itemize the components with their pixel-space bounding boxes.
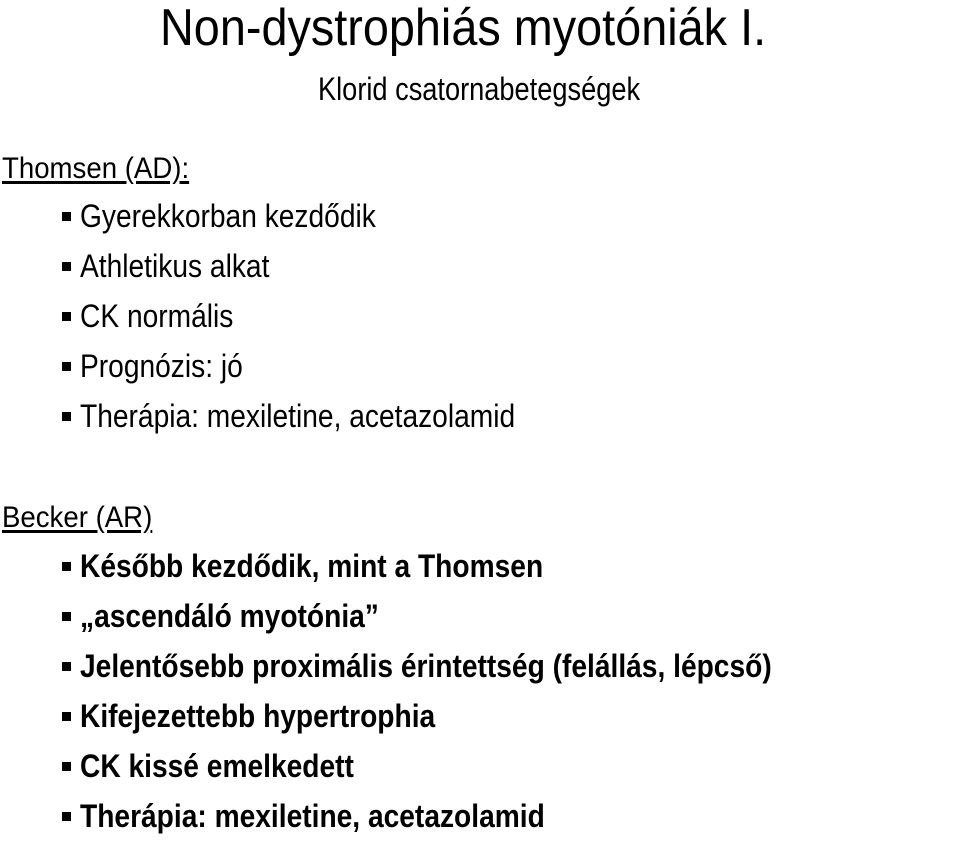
square-bullet-icon bbox=[62, 812, 71, 821]
list-item-text: Athletikus alkat bbox=[80, 248, 270, 284]
square-bullet-icon bbox=[62, 212, 71, 221]
square-bullet-icon bbox=[62, 562, 71, 571]
list-item-text: Később kezdődik, mint a Thomsen bbox=[80, 548, 544, 584]
list-item-text: Jelentősebb proximális érintettség (felállás, lépcső) bbox=[80, 648, 772, 684]
list-item-text: „ascendáló myotónia” bbox=[80, 598, 379, 634]
square-bullet-icon bbox=[62, 662, 71, 671]
list-item-text: Gyerekkorban kezdődik bbox=[80, 198, 376, 234]
list-item-text: CK normális bbox=[80, 298, 234, 334]
list-item-text: Prognózis: jó bbox=[80, 348, 243, 384]
square-bullet-icon bbox=[62, 262, 71, 271]
section-heading-thomsen: Thomsen (AD): bbox=[2, 152, 190, 185]
square-bullet-icon bbox=[62, 312, 71, 321]
square-bullet-icon bbox=[62, 762, 71, 771]
list-item-text: CK kissé emelkedett bbox=[80, 748, 354, 784]
slide-subtitle: Klorid csatornabetegségek bbox=[318, 71, 641, 107]
list-item-text: Kifejezettebb hypertrophia bbox=[80, 698, 436, 734]
square-bullet-icon bbox=[62, 362, 71, 371]
list-item-text: Therápia: mexiletine, acetazolamid bbox=[80, 798, 545, 834]
square-bullet-icon bbox=[62, 412, 71, 421]
list-item-text: Therápia: mexiletine, acetazolamid bbox=[80, 398, 516, 434]
square-bullet-icon bbox=[62, 612, 71, 621]
slide-title: Non-dystrophiás myotóniák I. bbox=[160, 0, 767, 57]
section-heading-becker: Becker (AR) bbox=[2, 501, 153, 534]
square-bullet-icon bbox=[62, 712, 71, 721]
